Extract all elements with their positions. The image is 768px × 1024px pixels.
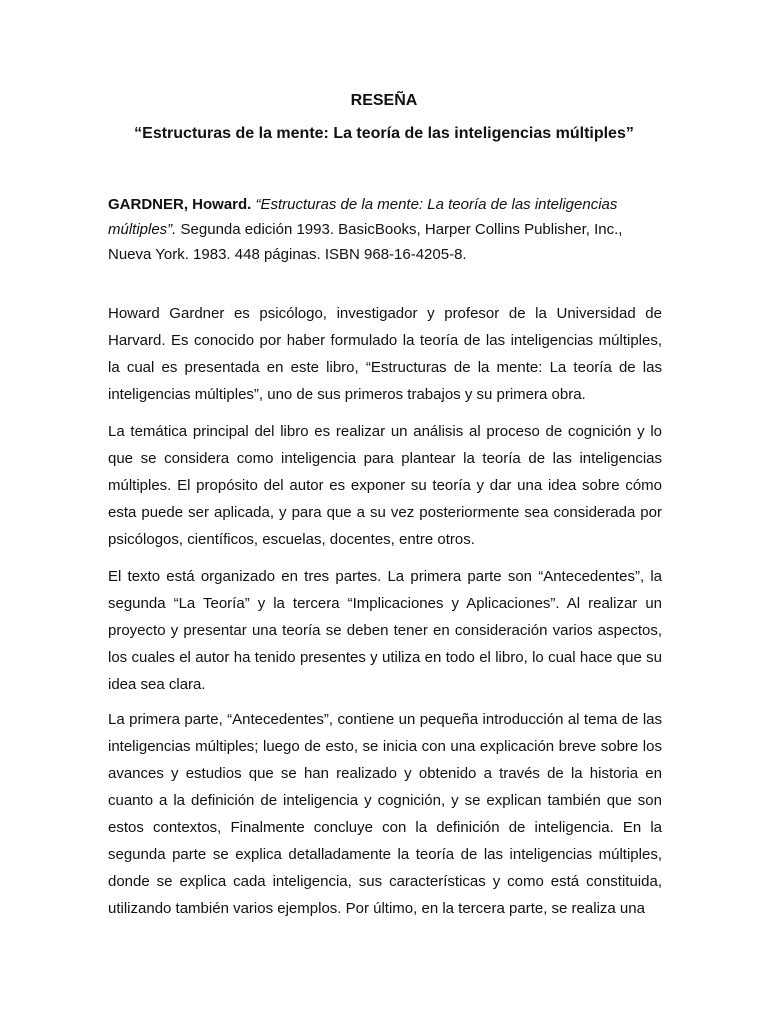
document-title: “Estructuras de la mente: La teoría de las inteligencias múltiples”	[134, 125, 634, 142]
citation-book-title: “Estructuras de la mente: La teoría de las inteligencias múltiples”.	[108, 196, 618, 238]
citation-details: Segunda edición 1993. BasicBooks, Harper Collins Publisher, Inc., Nueva York. 1983. 448 páginas. ISBN 968-16-4205-8.	[108, 221, 623, 263]
body-paragraph-3: El texto está organizado en tres partes. La primera parte son “Antecedentes”, la segunda “La Teoría” y la tercera “Implicaciones y Aplicaciones”. Al realizar un proyecto y presentar una teoría se deben tener en consideración varios aspectos, los cuales el autor ha tenido presentes y utiliza en todo el libro, lo cual hace que su idea sea clara.	[108, 568, 662, 693]
bibliographic-citation	[108, 192, 668, 267]
document-kind-heading: RESEÑA	[350, 92, 418, 109]
body-paragraph-2: La temática principal del libro es realizar un análisis al proceso de cognición y lo que se considera como inteligencia para plantear la teoría de las inteligencias múltiples. El propósito del autor es exponer su teoría y dar una idea sobre cómo esta puede ser aplicada, y para que a su vez posteriormente sea considerada por psicólogos, científicos, escuelas, docentes, entre otros.	[108, 423, 662, 548]
body-paragraph-4: La primera parte, “Antecedentes”, contiene un pequeña introducción al tema de las inteligencias múltiples; luego de esto, se inicia con una explicación breve sobre los avances y estudios que se han realizado y obtenido a través de la historia en cuanto a la definición de inteligencia y cognición, y se explican también que son estos contextos, Finalmente concluye con la definición de inteligencia. En la segunda parte se explica detalladamente la teoría de las inteligencias múltiples, donde se explica cada inteligencia, sus características y como está constituida, utilizando también varios ejemplos. Por último, en la tercera parte, se realiza una	[108, 711, 662, 917]
citation-author: GARDNER, Howard.	[108, 196, 252, 213]
body-paragraph-1: Howard Gardner es psicólogo, investigador y profesor de la Universidad de Harvard. Es conocido por haber formulado la teoría de las inteligencias múltiples, la cual es presentada en este libro, “Estructuras de la mente: La teoría de las inteligencias múltiples”, uno de sus primeros trabajos y su primera obra.	[108, 305, 662, 403]
